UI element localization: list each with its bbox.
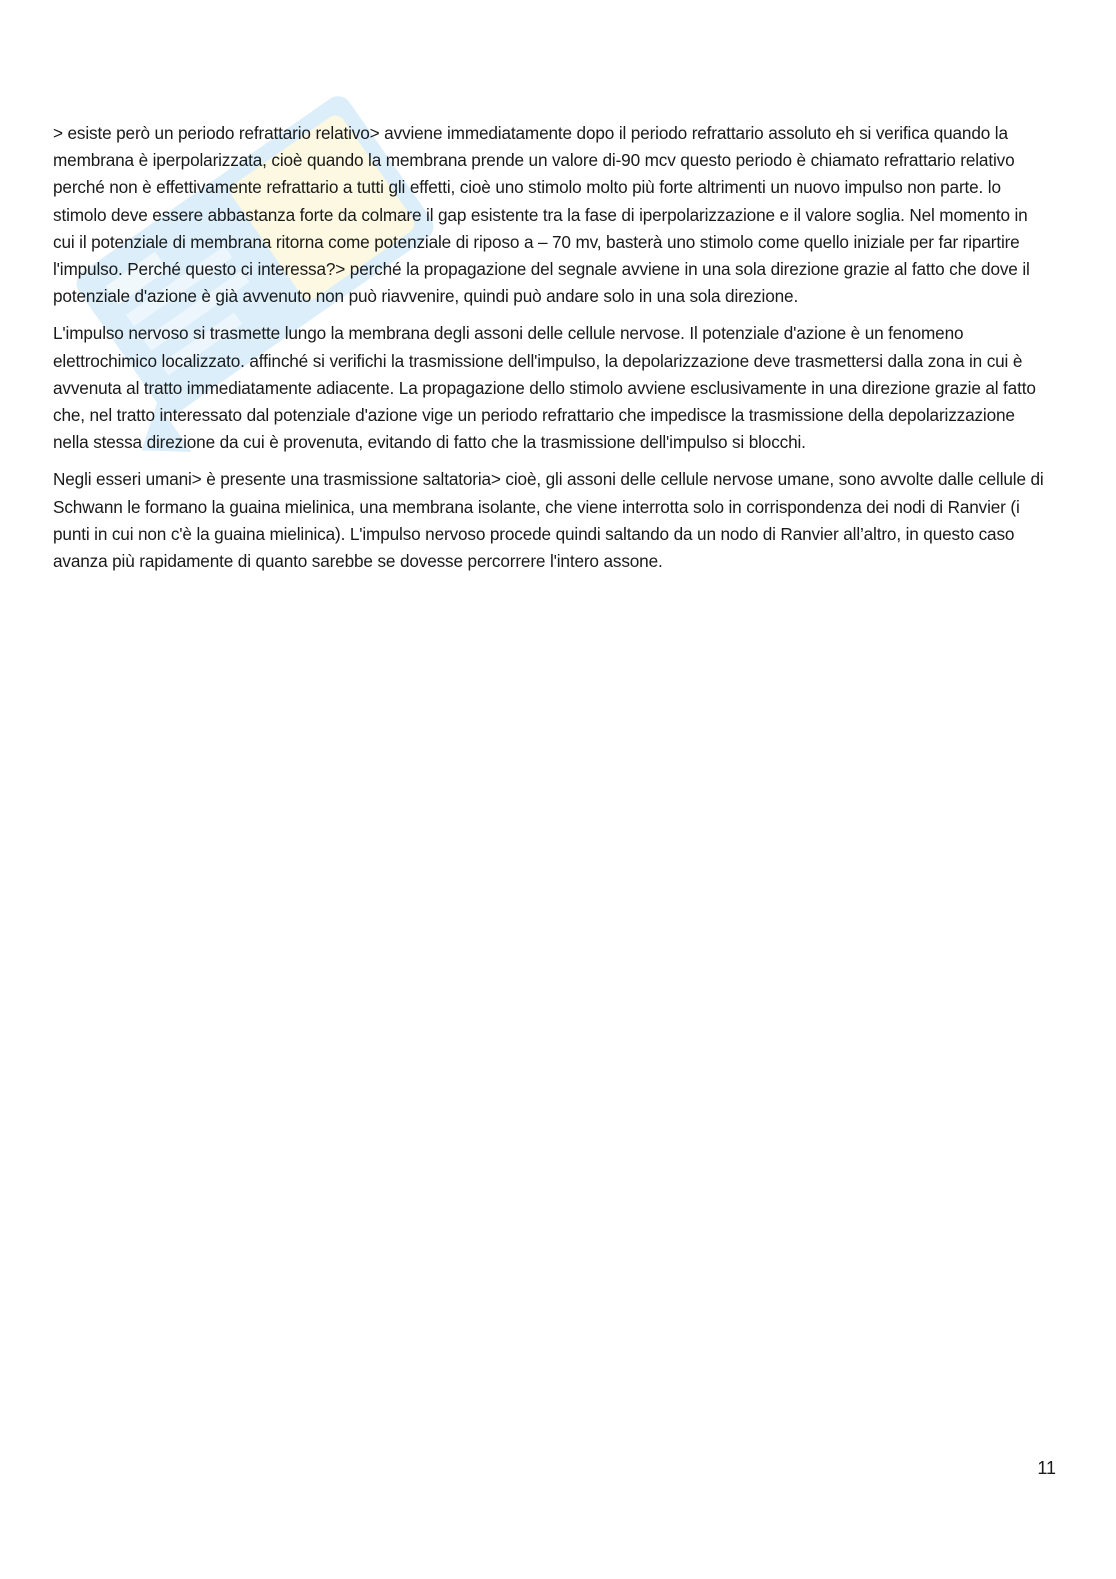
- paragraph-impulse-transmission: L'impulso nervoso si trasmette lungo la membrana degli assoni delle cellule nervose. Il potenziale d'azione è un fenomeno elettrochimico localizzato. affinché si verifichi la trasmissione dell'impulso, la depolarizzazione deve trasmettersi dalla zona in cui è avvenuta al tratto immediatamente adiacente. La propagazione dello stimolo avviene esclusivamente in una direzione grazie al fatto che, nel tratto interessato dal potenziale d'azione vige un periodo refrattario che impedisce la trasmissione della depolarizzazione nella stessa direzione da cui è provenuta, evitando di fatto che la trasmissione dell'impulso si blocchi.: [53, 323, 1036, 453]
- document-body: [53, 120, 1053, 585]
- page-number: 11: [1037, 1458, 1056, 1478]
- paragraph-saltatory-conduction: Negli esseri umani> è presente una trasmissione saltatoria> cioè, gli assoni delle cellule nervose umane, sono avvolte dalle cellule di Schwann le formano la guaina mielinica, una membrana isolante, che viene interrotta solo in corrispondenza dei nodi di Ranvier (i punti in cui non c'è la guaina mielinica). L'impulso nervoso procede quindi saltando da un nodo di Ranvier all’altro, in questo caso avanza più rapidamente di quanto sarebbe se dovesse percorrere l'intero assone.: [53, 469, 1044, 572]
- paragraph-refractory-period: > esiste però un periodo refrattario relativo> avviene immediatamente dopo il periodo refrattario assoluto eh si verifica quando la membrana è iperpolarizzata, cioè quando la membrana prende un valore di-90 mcv questo periodo è chiamato refrattario relativo perché non è effettivamente refrattario a tutti gli effetti, cioè uno stimolo molto più forte altrimenti un nuovo impulso non parte. lo stimolo deve essere abbastanza forte da colmare il gap esistente tra la fase di iperpolarizzazione e il valore soglia. Nel momento in cui il potenziale di membrana ritorna come potenziale di riposo a – 70 mv, basterà uno stimolo come quello iniziale per far ripartire l'impulso. Perché questo ci interessa?> perché la propagazione del segnale avviene in una sola direzione grazie al fatto che dove il potenziale d'azione è già avvenuto non può riavvenire, quindi può andare solo in una sola direzione.: [53, 123, 1030, 307]
